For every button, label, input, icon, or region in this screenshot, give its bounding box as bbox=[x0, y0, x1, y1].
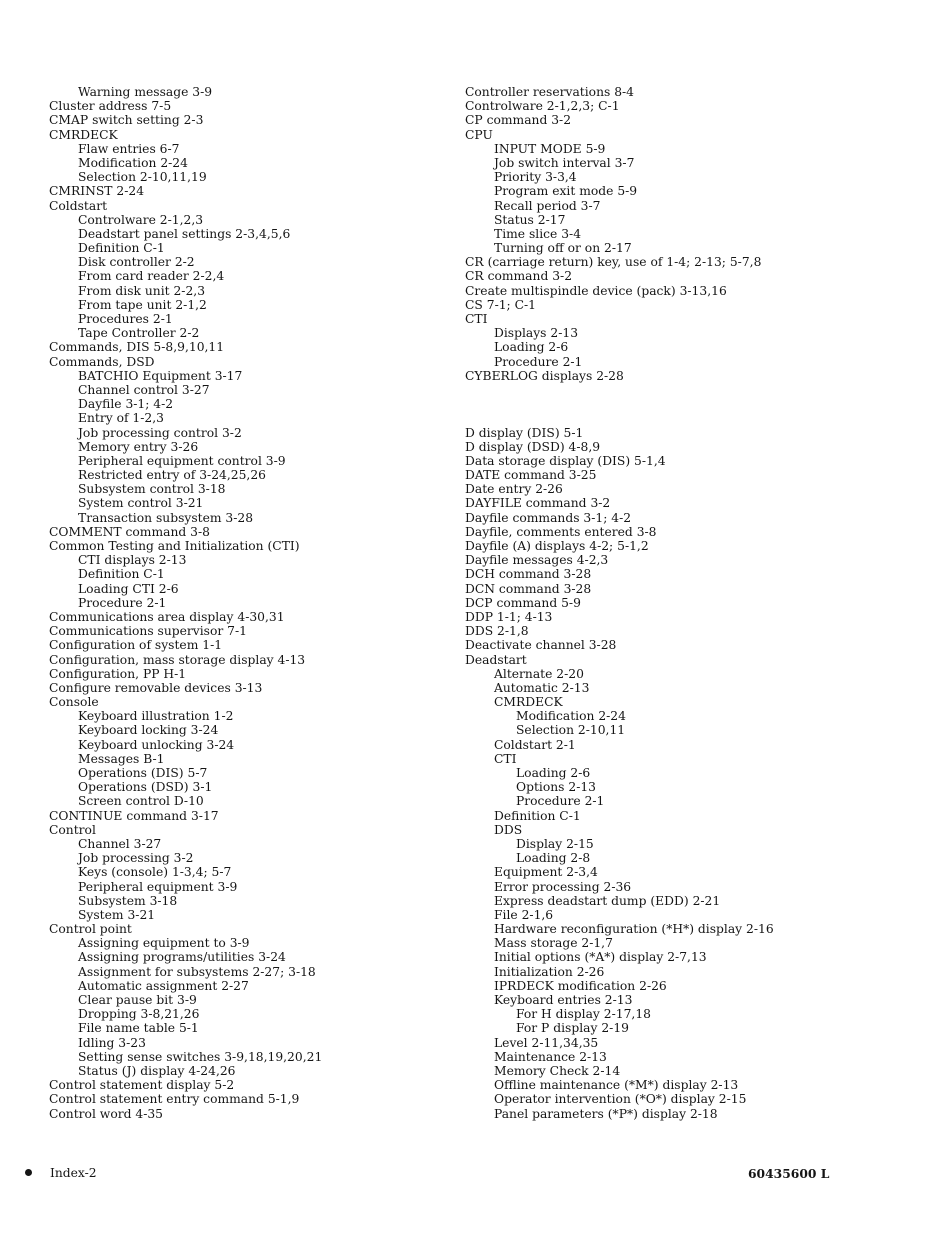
index-subentry: Error processing 2-36 bbox=[494, 879, 632, 894]
index-entry: Common Testing and Initialization (CTI) bbox=[49, 539, 300, 553]
index-subentry: INPUT MODE 5-9 bbox=[494, 141, 606, 156]
index-subentry: Procedure 2-1 bbox=[494, 354, 583, 369]
index-entry: DDP 1-1; 4-13 bbox=[465, 609, 553, 624]
index-subentry: System 3-21 bbox=[78, 907, 156, 922]
index-subentry: Coldstart 2-1 bbox=[494, 737, 576, 752]
index-subentry: BATCHIO Equipment 3-17 bbox=[78, 368, 243, 383]
index-subentry: From disk unit 2-2,3 bbox=[78, 283, 206, 298]
index-subentry: File 2-1,6 bbox=[494, 907, 554, 922]
index-subentry: Operator intervention (*O*) display 2-15 bbox=[494, 1092, 747, 1107]
index-subentry: Loading CTI 2-6 bbox=[78, 581, 179, 596]
index-entry: Control point bbox=[49, 922, 132, 937]
index-entry: CTI bbox=[465, 312, 488, 326]
index-entry: DATE command 3-25 bbox=[465, 468, 597, 483]
index-subentry: Initialization 2-26 bbox=[494, 964, 605, 979]
index-subentry: Keyboard entries 2-13 bbox=[494, 993, 633, 1008]
index-entry: Create multispindle device (pack) 3-13,16 bbox=[465, 283, 727, 298]
index-entry: CYBERLOG displays 2-28 bbox=[465, 368, 624, 383]
index-subentry: Hardware reconfiguration (*H*) display 2-16 bbox=[494, 922, 774, 937]
index-entry: Control statement display 5-2 bbox=[49, 1078, 235, 1093]
index-subentry: Program exit mode 5-9 bbox=[494, 184, 638, 199]
index-subentry: File name table 5-1 bbox=[78, 1021, 199, 1036]
index-subentry: Idling 3-23 bbox=[78, 1035, 146, 1050]
index-subentry: Setting sense switches 3-9,18,19,20,21 bbox=[78, 1049, 323, 1064]
index-subentry: Time slice 3-4 bbox=[494, 226, 582, 241]
index-entry: Configuration, PP H-1 bbox=[49, 666, 187, 681]
index-subentry: Transaction subsystem 3-28 bbox=[78, 510, 254, 525]
index-subentry: Automatic 2-13 bbox=[494, 680, 590, 695]
index-entry: DCH command 3-28 bbox=[465, 567, 592, 582]
index-entry: CMRINST 2-24 bbox=[49, 184, 145, 199]
index-subentry: Peripheral equipment control 3-9 bbox=[78, 453, 286, 468]
index-subentry: Tape Controller 2-2 bbox=[78, 326, 200, 341]
index-entry: Dayfile (A) displays 4-2; 5-1,2 bbox=[465, 539, 649, 554]
index-entry: CR command 3-2 bbox=[465, 269, 573, 284]
index-subentry: Recall period 3-7 bbox=[494, 198, 601, 213]
index-entry: CP command 3-2 bbox=[465, 113, 572, 128]
index-entry: Configuration of system 1-1 bbox=[49, 638, 223, 653]
index-subentry: Channel control 3-27 bbox=[78, 382, 210, 397]
index-entry: Communications supervisor 7-1 bbox=[49, 624, 247, 639]
index-subentry: Express deadstart dump (EDD) 2-21 bbox=[494, 893, 721, 908]
index-subentry: Job processing 3-2 bbox=[78, 851, 194, 866]
index-entry: CPU bbox=[465, 127, 493, 142]
index-entry: Deadstart bbox=[465, 652, 527, 667]
index-subentry: Procedure 2-1 bbox=[78, 595, 167, 610]
index-subentry: Memory Check 2-14 bbox=[494, 1063, 621, 1078]
index-subentry: Dropping 3-8,21,26 bbox=[78, 1007, 200, 1022]
index-subentry: Operations (DSD) 3-1 bbox=[78, 780, 213, 795]
index-subentry: Assigning programs/utilities 3-24 bbox=[78, 950, 286, 965]
index-subentry: For H display 2-17,18 bbox=[516, 1007, 651, 1022]
index-entry: Deactivate channel 3-28 bbox=[465, 638, 617, 653]
index-subentry: Subsystem control 3-18 bbox=[78, 482, 226, 497]
index-entry: Dayfile commands 3-1; 4-2 bbox=[465, 510, 632, 525]
index-subentry: Screen control D-10 bbox=[78, 794, 204, 809]
index-subentry: Status (J) display 4-24,26 bbox=[78, 1063, 236, 1078]
index-subentry: CTI displays 2-13 bbox=[78, 553, 187, 568]
index-entry: Data storage display (DIS) 5-1,4 bbox=[465, 453, 666, 468]
index-subentry: Status 2-17 bbox=[494, 212, 566, 227]
page-label: Index-2 bbox=[50, 1166, 97, 1180]
index-subentry: Loading 2-8 bbox=[516, 851, 591, 866]
index-entry: Date entry 2-26 bbox=[465, 482, 563, 497]
index-subentry: Definition C-1 bbox=[78, 241, 165, 256]
index-subentry: Restricted entry of 3-24,25,26 bbox=[78, 468, 266, 483]
index-subentry: From tape unit 2-1,2 bbox=[78, 297, 207, 312]
index-entry: Commands, DSD bbox=[49, 354, 155, 369]
index-subentry: Clear pause bit 3-9 bbox=[78, 993, 197, 1007]
index-entry: Communications area display 4-30,31 bbox=[49, 609, 285, 624]
index-entry: Cluster address 7-5 bbox=[49, 99, 172, 114]
index-subentry: Entry of 1-2,3 bbox=[78, 411, 164, 426]
index-column-right bbox=[465, 85, 905, 1121]
index-subentry: Keyboard illustration 1-2 bbox=[78, 709, 234, 724]
index-entry: Coldstart bbox=[49, 198, 108, 213]
index-subentry: Initial options (*A*) display 2-7,13 bbox=[494, 950, 707, 965]
index-subentry: Keyboard unlocking 3-24 bbox=[78, 737, 235, 752]
index-subentry: Procedure 2-1 bbox=[516, 794, 605, 809]
index-subentry: Alternate 2-20 bbox=[494, 666, 584, 681]
index-entry: Commands, DIS 5-8,9,10,11 bbox=[49, 340, 225, 355]
index-subentry: DDS bbox=[494, 822, 523, 837]
index-column-left bbox=[49, 85, 439, 1121]
index-subentry: Peripheral equipment 3-9 bbox=[78, 879, 238, 894]
index-entry: CR (carriage return) key, use of 1-4; 2-13; 5-7,8 bbox=[465, 255, 762, 270]
index-subentry: Warning message 3-9 bbox=[78, 85, 213, 99]
index-subentry: Selection 2-10,11,19 bbox=[78, 170, 207, 185]
index-subentry: Turning off or on 2-17 bbox=[494, 241, 632, 256]
index-subentry: Job processing control 3-2 bbox=[78, 425, 242, 440]
index-subentry: Automatic assignment 2-27 bbox=[78, 978, 249, 993]
index-subentry: Disk controller 2-2 bbox=[78, 255, 195, 270]
index-entry: Controlware 2-1,2,3; C-1 bbox=[465, 99, 620, 114]
index-subentry: Definition C-1 bbox=[494, 808, 581, 823]
bullet-icon bbox=[25, 1169, 32, 1176]
index-entry: DAYFILE command 3-2 bbox=[465, 496, 611, 511]
index-subentry: Display 2-15 bbox=[516, 836, 594, 851]
index-subentry: From card reader 2-2,4 bbox=[78, 269, 225, 284]
index-entry: Controller reservations 8-4 bbox=[465, 85, 635, 99]
index-subentry: System control 3-21 bbox=[78, 496, 204, 511]
index-entry: DCP command 5-9 bbox=[465, 595, 581, 610]
index-subentry: Assignment for subsystems 2-27; 3-18 bbox=[78, 964, 316, 979]
index-subentry: Equipment 2-3,4 bbox=[494, 865, 598, 880]
index-subentry: Keyboard locking 3-24 bbox=[78, 723, 219, 738]
index-entry: Console bbox=[49, 695, 99, 710]
index-entry: COMMENT command 3-8 bbox=[49, 524, 210, 539]
index-subentry: Modification 2-24 bbox=[516, 709, 626, 724]
index-subentry: Assigning equipment to 3-9 bbox=[78, 936, 250, 951]
index-subentry: Selection 2-10,11 bbox=[516, 723, 626, 738]
footer-page-label bbox=[25, 1166, 97, 1180]
index-entry: DCN command 3-28 bbox=[465, 581, 592, 596]
index-subentry: Level 2-11,34,35 bbox=[494, 1035, 599, 1050]
index-entry: Dayfile messages 4-2,3 bbox=[465, 553, 609, 568]
index-subentry: Subsystem 3-18 bbox=[78, 893, 178, 908]
index-subentry: Panel parameters (*P*) display 2-18 bbox=[494, 1106, 718, 1121]
index-subentry: Procedures 2-1 bbox=[78, 312, 173, 326]
index-subentry: Messages B-1 bbox=[78, 751, 165, 766]
index-subentry: CMRDECK bbox=[494, 695, 563, 710]
index-subentry: Deadstart panel settings 2-3,4,5,6 bbox=[78, 226, 291, 241]
index-subentry: Options 2-13 bbox=[516, 780, 596, 795]
index-subentry: Job switch interval 3-7 bbox=[494, 155, 635, 170]
index-subentry: Controlware 2-1,2,3 bbox=[78, 212, 204, 227]
index-subentry: For P display 2-19 bbox=[516, 1021, 629, 1036]
footer-doc-number: 60435600 L bbox=[748, 1166, 830, 1181]
index-subentry: Dayfile 3-1; 4-2 bbox=[78, 397, 174, 412]
index-subentry: Memory entry 3-26 bbox=[78, 439, 199, 454]
index-section-gap bbox=[465, 383, 905, 426]
index-subentry: Maintenance 2-13 bbox=[494, 1049, 607, 1064]
index-subentry: CTI bbox=[494, 751, 517, 766]
index-entry: Control word 4-35 bbox=[49, 1106, 164, 1121]
index-entry: Configuration, mass storage display 4-13 bbox=[49, 652, 306, 667]
index-subentry: Channel 3-27 bbox=[78, 836, 162, 851]
index-entry: Dayfile, comments entered 3-8 bbox=[465, 524, 657, 539]
index-subentry: Loading 2-6 bbox=[494, 340, 569, 355]
index-subentry: Mass storage 2-1,7 bbox=[494, 936, 613, 951]
index-entry: Configure removable devices 3-13 bbox=[49, 680, 263, 695]
index-subentry: Definition C-1 bbox=[78, 567, 165, 582]
index-entry: D display (DIS) 5-1 bbox=[465, 425, 584, 440]
index-entry: CS 7-1; C-1 bbox=[465, 297, 536, 312]
index-entry: CMAP switch setting 2-3 bbox=[49, 113, 204, 128]
index-subentry: Flaw entries 6-7 bbox=[78, 141, 180, 156]
index-subentry: Displays 2-13 bbox=[494, 326, 579, 341]
index-entry: Control bbox=[49, 822, 96, 837]
index-subentry: Loading 2-6 bbox=[516, 766, 591, 781]
index-subentry: Priority 3-3,4 bbox=[494, 170, 577, 185]
index-subentry: IPRDECK modification 2-26 bbox=[494, 978, 667, 993]
index-subentry: Operations (DIS) 5-7 bbox=[78, 766, 208, 780]
index-subentry: Keys (console) 1-3,4; 5-7 bbox=[78, 865, 232, 880]
index-entry: CMRDECK bbox=[49, 127, 118, 142]
index-entry: CONTINUE command 3-17 bbox=[49, 808, 219, 823]
index-entry: DDS 2-1,8 bbox=[465, 624, 529, 639]
index-entry: Control statement entry command 5-1,9 bbox=[49, 1092, 300, 1107]
index-subentry: Modification 2-24 bbox=[78, 155, 188, 170]
index-subentry: Offline maintenance (*M*) display 2-13 bbox=[494, 1078, 739, 1093]
index-entry: D display (DSD) 4-8,9 bbox=[465, 439, 601, 454]
